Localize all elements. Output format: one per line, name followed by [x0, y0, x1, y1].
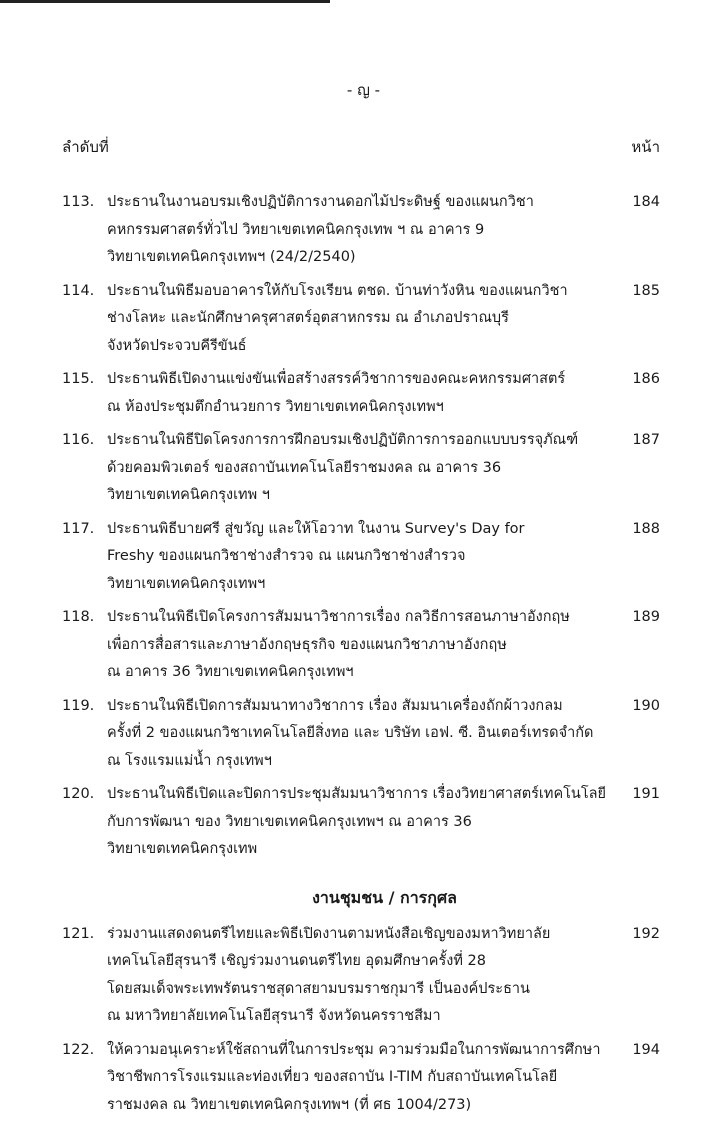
toc-list: [62, 189, 662, 1125]
entry-text-line: กับการพัฒนา ของ วิทยาเขตเทคนิคกรุงเทพฯ ณ อาคาร 36: [107, 813, 472, 830]
toc-entry: [62, 604, 662, 687]
entry-text-line: ให้ความอนุเคราะห์ใช้สถานที่ในการประชุม ความร่วมมือในการพัฒนาการศึกษา: [107, 1041, 601, 1058]
entry-number: 121.: [62, 925, 95, 942]
entry-text-line: วิทยาเขตเทคนิคกรุงเทพฯ: [107, 575, 266, 592]
toc-entry: [62, 278, 662, 361]
scan-edge-line: [0, 0, 330, 3]
entry-number: 120.: [62, 786, 95, 802]
entry-page-number: 189: [632, 609, 660, 625]
entry-text-line: ประธานพิธีเปิดงานแข่งขันเพื่อสร้างสรรค์วิชาการของคณะคหกรรมศาสตร์: [107, 371, 566, 387]
entry-text-line: ณ โรงแรมแม่น้ำ กรุงเทพฯ: [107, 752, 272, 769]
toc-group-community: [62, 921, 662, 1120]
toc-entry: [62, 427, 662, 510]
toc-entry: [62, 921, 662, 1031]
entry-page-number: 192: [632, 925, 660, 942]
entry-text-line: คหกรรมศาสตร์ทั่วไป วิทยาเขตเทคนิคกรุงเทพ ฯ ณ อาคาร 9: [107, 221, 485, 238]
entry-number: 113.: [62, 194, 95, 210]
entry-number: 118.: [62, 609, 95, 625]
toc-group-activities: [62, 189, 662, 864]
entry-text-line: วิทยาเขตเทคนิคกรุงเทพ ฯ: [107, 487, 270, 503]
entry-text-line: ช่างโลหะ และนักศึกษาครุศาสตร์อุตสาหกรรม ณ อำเภอปราณบุรี: [107, 310, 509, 326]
entry-page-number: 185: [632, 282, 660, 299]
entry-text-line: ด้วยคอมพิวเตอร์ ของสถาบันเทคโนโลยีราชมงคล ณ อาคาร 36: [107, 459, 502, 476]
entry-number: 122.: [62, 1041, 95, 1058]
header-page-label: หน้า: [631, 138, 660, 156]
entry-text-line: ราชมงคล ณ วิทยาเขตเทคนิคกรุงเทพฯ (ที่ ศธ 1004/273): [107, 1096, 472, 1113]
entry-number: 116.: [62, 432, 95, 448]
entry-text-line: โดยสมเด็จพระเทพรัตนราชสุดาสยามบรมราชกุมารี เป็นองค์ประธาน: [107, 980, 530, 997]
toc-entry: [62, 693, 662, 776]
toc-entry: [62, 781, 662, 864]
entry-text-line: ร่วมงานแสดงดนตรีไทยและพิธีเปิดงานตามหนังสือเชิญของมหาวิทยาลัย: [107, 925, 551, 942]
section-title: งานชุมชน / การกุศล: [312, 887, 457, 907]
entry-text-line: ประธานในพิธีเปิดการสัมมนาทางวิชาการ เรื่อง สัมมนาเครื่องถักผ้าวงกลม: [107, 697, 563, 714]
entry-page-number: 186: [632, 371, 660, 387]
entry-text-line: Freshy ของแผนกวิชาช่างสำรวจ ณ แผนกวิชาช่างสำรวจ: [107, 548, 466, 564]
entry-text-line: เพื่อการสื่อสารและภาษาอังกฤษธุรกิจ ของแผนกวิชาภาษาอังกฤษ: [107, 636, 507, 653]
entry-page-number: 190: [632, 697, 660, 714]
toc-entry: [62, 366, 662, 421]
entry-text-line: ประธานพิธีบายศรี สู่ขวัญ และให้โอวาท ในงาน Survey's Day for: [107, 520, 525, 537]
entry-text-line: ณ มหาวิทยาลัยเทคโนโลยีสุรนารี จังหวัดนครราชสีมา: [107, 1008, 441, 1024]
entry-number: 117.: [62, 520, 95, 537]
entry-text-line: ประธานในพิธีมอบอาคารให้กับโรงเรียน ตชด. บ้านท่าวังหิน ของแผนกวิชา: [107, 282, 568, 299]
page-marker: - ญ -: [346, 81, 381, 99]
entry-text-line: วิชาชีพการโรงแรมและท่องเที่ยว ของสถาบัน I-TIM กับสถาบันเทคโนโลยี: [107, 1069, 558, 1085]
entry-text-line: จังหวัดประจวบคีรีขันธ์: [107, 337, 247, 354]
entry-page-number: 191: [632, 786, 660, 802]
entry-number: 114.: [62, 282, 95, 299]
toc-entry: [62, 516, 662, 599]
entry-text-line: ประธานในพิธีเปิดโครงการสัมมนาวิชาการเรื่อง กลวิธีการสอนภาษาอังกฤษ: [107, 609, 570, 625]
column-header: [62, 135, 660, 159]
entry-page-number: 184: [632, 194, 660, 210]
entry-text-line: วิทยาเขตเทคนิคกรุงเทพ: [107, 841, 258, 857]
entry-number: 119.: [62, 697, 95, 714]
entry-page-number: 188: [632, 520, 660, 537]
entry-text-line: วิทยาเขตเทคนิคกรุงเทพฯ (24/2/2540): [107, 249, 356, 265]
entry-text-line: ณ อาคาร 36 วิทยาเขตเทคนิคกรุงเทพฯ: [107, 664, 354, 680]
header-order-label: ลำดับที่: [62, 138, 109, 156]
entry-text-line: ประธานในพิธีปิดโครงการการฝึกอบรมเชิงปฏิบัติการการออกแบบบรรจุภัณฑ์: [107, 432, 579, 448]
entry-text-line: ประธานในงานอบรมเชิงปฏิบัติการงานดอกไม้ประดิษฐ์ ของแผนกวิชา: [107, 194, 534, 210]
toc-entry: [62, 189, 662, 272]
entry-number: 115.: [62, 371, 95, 387]
entry-text-line: เทคโนโลยีสุรนารี เชิญร่วมงานดนตรีไทย อุดมศึกษาครั้งที่ 28: [107, 953, 486, 969]
entry-text-line: ณ ห้องประชุมตึกอำนวยการ วิทยาเขตเทคนิคกรุงเทพฯ: [107, 398, 444, 415]
entry-text-line: ครั้งที่ 2 ของแผนกวิชาเทคโนโลยีสิ่งทอ และ บริษัท เอฟ. ซี. อินเตอร์เทรดจำกัด: [107, 725, 594, 741]
entry-page-number: 187: [632, 432, 660, 448]
entry-page-number: 194: [632, 1041, 660, 1058]
entry-text-line: ประธานในพิธีเปิดและปิดการประชุมสัมมนาวิชาการ เรื่องวิทยาศาสตร์เทคโนโลยี: [107, 786, 607, 802]
toc-entry: [62, 1037, 662, 1120]
